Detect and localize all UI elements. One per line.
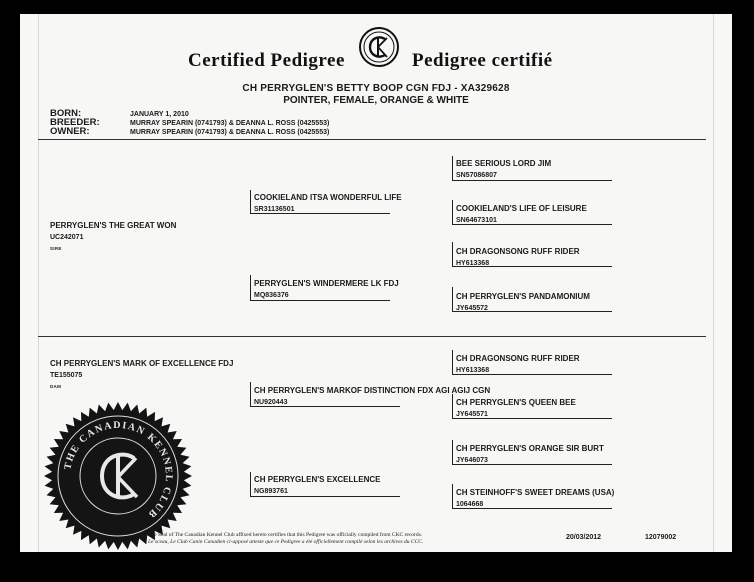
born-value: JANUARY 1, 2010 (130, 111, 189, 118)
divider-middle (38, 336, 706, 337)
pedigree-certificate (20, 14, 732, 552)
breeder-label: BREEDER: (50, 117, 100, 128)
dam-ds-entry: CH PERRYGLEN'S ORANGE SIR BURT JY646073 (456, 444, 604, 464)
title-french: Pedigree certifié (412, 50, 553, 71)
breeder-value: MURRAY SPEARIN (0741793) & DEANNA L. ROSS (0425553) (130, 120, 330, 127)
sire-dam-entry: PERRYGLEN'S WINDERMERE LK FDJ MQ836376 (254, 279, 399, 299)
born-label: BORN: (50, 108, 82, 119)
owner-label: OWNER: (50, 126, 90, 137)
dam-dam-entry: CH PERRYGLEN'S EXCELLENCE NG893761 (254, 475, 381, 495)
ckc-logo-icon (358, 26, 400, 68)
sire-ds-entry: CH DRAGONSONG RUFF RIDER HY613368 (456, 247, 580, 267)
sire-role: SIRE (50, 246, 62, 251)
issue-date: 20/03/2012 (566, 534, 602, 541)
seal-text: THE CANADIAN KENNEL CLUB (62, 419, 175, 521)
dog-description: POINTER, FEMALE, ORANGE & WHITE (283, 95, 469, 106)
sire-dd-entry: CH PERRYGLEN'S PANDAMONIUM JY645572 (456, 292, 590, 312)
dam-entry (50, 359, 233, 392)
kennel-club-seal-icon (42, 400, 194, 552)
dam-sire-entry: CH PERRYGLEN'S MARKOF DISTINCTION FDX AGI AGIJ CGN NU920443 (254, 386, 491, 406)
dam-sd-entry: CH PERRYGLEN'S QUEEN BEE JY645571 (456, 398, 576, 418)
sire-reg: UC242071 (50, 234, 84, 241)
certificate-number: 12079002 (645, 534, 677, 541)
owner-value: MURRAY SPEARIN (0741793) & DEANNA L. ROSS (0425553) (130, 129, 330, 136)
sire-sd-entry: COOKIELAND'S LIFE OF LEISURE SN64673101 (456, 204, 587, 224)
divider-top (38, 139, 706, 140)
dam-role: DAM (50, 384, 62, 389)
sire-entry (50, 221, 176, 254)
registered-dog-name: CH PERRYGLEN'S BETTY BOOP CGN FDJ - XA329628 (242, 83, 510, 94)
dam-reg: TE155075 (50, 372, 83, 379)
sire-ss-entry: BEE SERIOUS LORD JIM SN57086807 (456, 159, 552, 179)
dam-name: CH PERRYGLEN'S MARK OF EXCELLENCE FDJ (50, 359, 234, 368)
dam-ss-entry: CH DRAGONSONG RUFF RIDER HY613368 (456, 354, 580, 374)
title-english: Certified Pedigree (188, 50, 345, 71)
sire-sire-entry: COOKIELAND ITSA WONDERFUL LIFE SR31136501 (254, 193, 402, 213)
sire-name: PERRYGLEN'S THE GREAT WON (50, 221, 177, 230)
footer-french: Le sceau, Le Club Canin Canadien ci-apposé atteste que ce Pedigree a été officiellement compilé selon les archives du CCC. (148, 539, 424, 545)
dam-dd-entry: CH STEINHOFF'S SWEET DREAMS (USA) 1064668 (456, 488, 615, 508)
footer-english: The Seal of The Canadian Kennel Club affixed hereto certifies that this Pedigree was officially compiled from CKC records. (148, 532, 423, 538)
